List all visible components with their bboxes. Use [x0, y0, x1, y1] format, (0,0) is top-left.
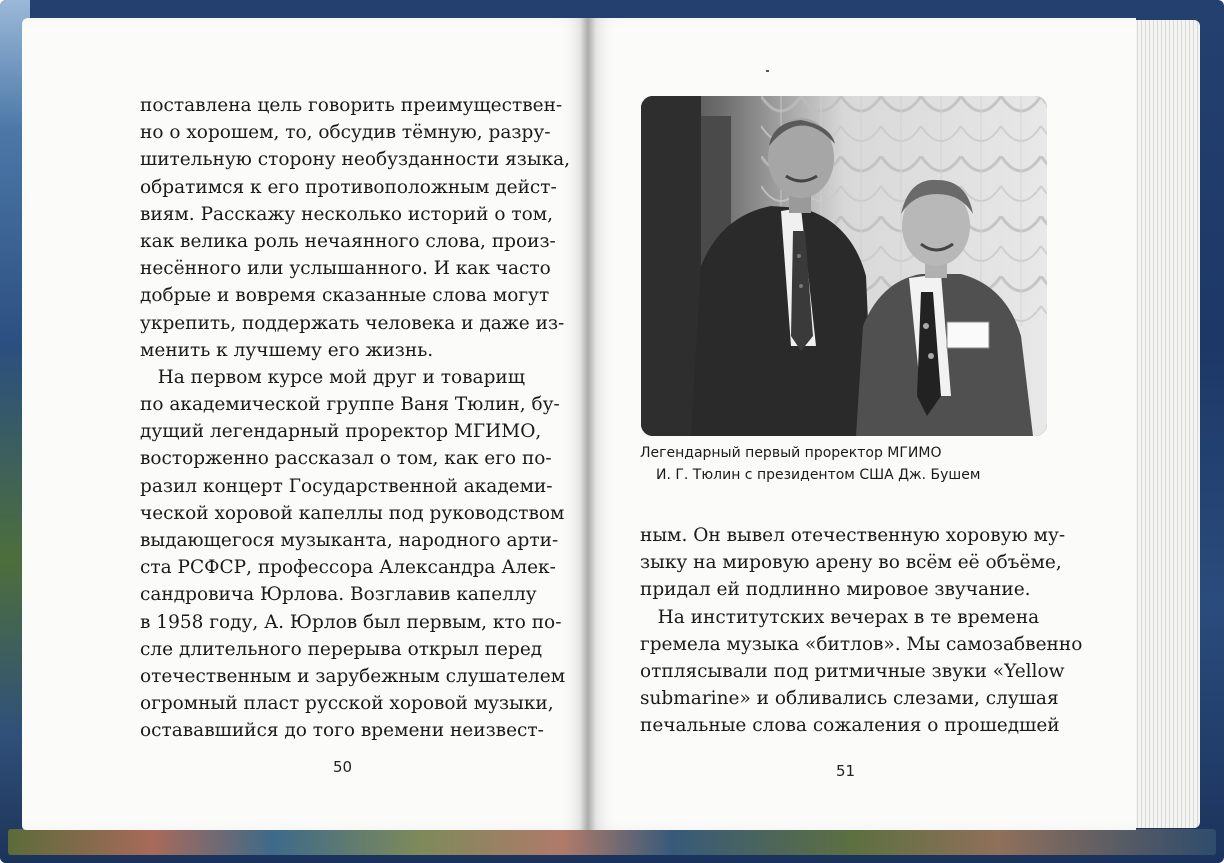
text-line: шительную сторону необузданности языка, [140, 149, 571, 171]
text-line: отечественным и зарубежным слушателем [140, 665, 566, 687]
text-line: На первом курсе мой друг и товарищ [140, 366, 525, 388]
text-line: ческой хоровой капеллы под руководством [140, 502, 565, 524]
page-number-right: 51 [836, 762, 856, 780]
text-line: по академической группе Ваня Тюлин, бу- [140, 394, 560, 416]
photo-illustration [641, 96, 1047, 436]
text-line: восторженно рассказал о том, как его по- [140, 448, 552, 470]
text-line: ным. Он вывел отечественную хоровую му- [640, 525, 1066, 546]
text-line: гремела музыка «битлов». Мы самозабвенно [640, 633, 1083, 655]
text-line: сле длительного перерыва открыл перед [140, 638, 543, 660]
text-line: огромный пласт русской хоровой музыки, [140, 693, 554, 715]
photo-two-men-icon [641, 96, 1047, 436]
text-line: отплясывали под ритмичные звуки «Yellow [640, 660, 1065, 682]
book-gutter [580, 18, 596, 830]
text-line: как велика роль нечаянного слова, произ- [140, 230, 556, 252]
text-line: поставлена цель говорить преимуществен- [140, 95, 563, 116]
caption-line: И. Г. Тюлин с президентом США Дж. Бушем [656, 467, 981, 483]
text-line: ста РСФСР, профессора Александра Алек- [140, 557, 556, 579]
text-line: укрепить, поддержать человека и даже из- [140, 312, 565, 334]
text-line: зыку на мировую арену во всём её объёме, [640, 552, 1062, 574]
text-line: обратимся к его противоположным дейст- [140, 176, 557, 198]
text-line: На институтских вечерах в те времена [640, 606, 1040, 628]
page-number-left: 50 [333, 758, 353, 776]
text-line: остававшийся до того времени неизвест- [140, 720, 544, 742]
caption-line: Легендарный первый проректор МГИМО [640, 445, 942, 461]
text-line: сандровича Юрлова. Возглавив капеллу [140, 584, 537, 606]
photo-caption [640, 442, 1050, 486]
text-line: несённого или услышанного. И как часто [140, 258, 551, 280]
text-line: добрые и вовремя сказанные слова могут [140, 285, 550, 307]
text-line: разил концерт Государственной академи- [140, 475, 553, 497]
cover-bottom-strip [8, 829, 1216, 855]
text-line: но о хорошем, то, обсудив тёмную, разру- [140, 122, 551, 144]
right-page-text [640, 522, 1083, 740]
text-line: придал ей подлинно мировое звучание. [640, 579, 1031, 601]
print-speck [766, 70, 769, 72]
text-line: дущий легендарный проректор МГИМО, [140, 421, 542, 443]
text-line: виям. Расскажу несколько историй о том, [140, 203, 553, 225]
text-line: печальные слова сожаления о прошедшей [640, 715, 1060, 737]
left-page-text [140, 92, 571, 745]
text-line: в 1958 году, А. Юрлов был первым, кто по- [140, 611, 562, 633]
text-line: менить к лучшему его жизнь. [140, 339, 434, 361]
page-edges [1134, 20, 1200, 828]
text-line: выдающегося музыканта, народного арти- [140, 530, 559, 551]
text-line: submarine» и обливались слезами, слушая [640, 688, 1059, 710]
